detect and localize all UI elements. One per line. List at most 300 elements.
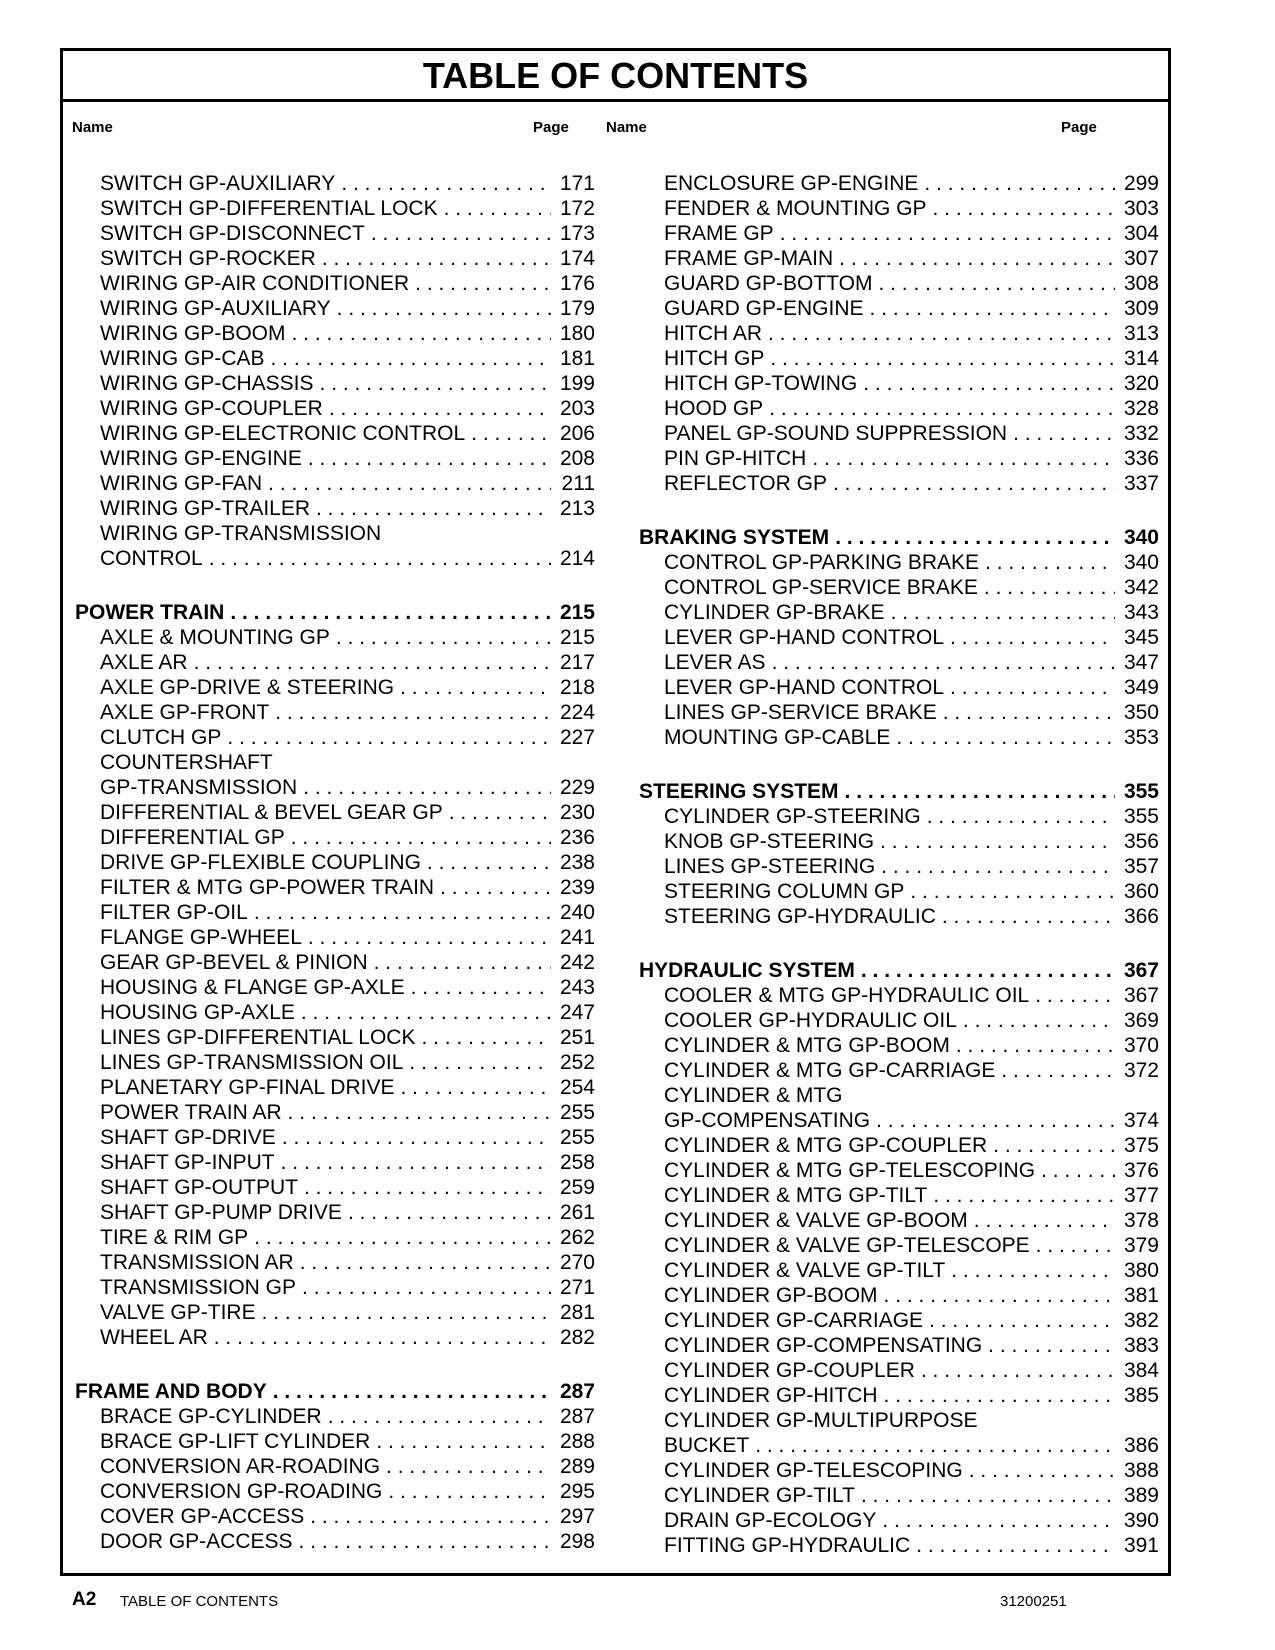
- toc-section-heading[interactable]: [75, 1379, 595, 1404]
- toc-entry[interactable]: [75, 446, 595, 471]
- toc-entry-page: 372: [1123, 1059, 1159, 1082]
- toc-entry[interactable]: [639, 1158, 1159, 1183]
- toc-entry[interactable]: [639, 1383, 1159, 1408]
- dot-leader: [861, 958, 1115, 983]
- toc-entry[interactable]: [639, 600, 1159, 625]
- toc-entry[interactable]: [639, 1183, 1159, 1208]
- section-gap: [639, 929, 1159, 958]
- toc-entry-label: FENDER & MOUNTING GP: [664, 197, 927, 220]
- toc-entry[interactable]: [75, 775, 595, 800]
- toc-entry-page: 227: [559, 726, 595, 749]
- dot-leader: [320, 371, 551, 396]
- toc-entry[interactable]: [639, 446, 1159, 471]
- toc-entry-page: 287: [559, 1380, 595, 1403]
- toc-entry-page: 254: [559, 1076, 595, 1099]
- toc-entry[interactable]: [639, 1483, 1159, 1508]
- toc-entry[interactable]: [75, 1200, 595, 1225]
- toc-entry[interactable]: [75, 1429, 595, 1454]
- footer-section: TABLE OF CONTENTS: [120, 1593, 279, 1610]
- toc-entry-label: CYLINDER & MTG: [664, 1084, 843, 1107]
- toc-section-heading[interactable]: [639, 958, 1159, 983]
- toc-entry[interactable]: [75, 346, 595, 371]
- toc-entry[interactable]: [639, 1133, 1159, 1158]
- dot-leader: [288, 1100, 551, 1125]
- toc-entry-label: CLUTCH GP: [100, 726, 222, 749]
- toc-entry-page: 282: [559, 1326, 595, 1349]
- section-gap: [639, 750, 1159, 779]
- toc-entry-page: 255: [559, 1126, 595, 1149]
- toc-entry-page: 357: [1123, 855, 1159, 878]
- toc-entry-label: SWITCH GP-AUXILIARY: [100, 172, 336, 195]
- left-page-header: Page: [533, 119, 569, 136]
- toc-entry-page: 377: [1123, 1184, 1159, 1207]
- toc-entry-page: 386: [1123, 1434, 1159, 1457]
- toc-entry[interactable]: [75, 1479, 595, 1504]
- toc-entry-label: AXLE AR: [100, 651, 188, 674]
- dot-leader: [974, 1208, 1115, 1233]
- dot-leader: [863, 371, 1115, 396]
- toc-entry[interactable]: [75, 1454, 595, 1479]
- toc-entry-page: 360: [1123, 880, 1159, 903]
- toc-entry[interactable]: [639, 1258, 1159, 1283]
- toc-entry[interactable]: [75, 1275, 595, 1300]
- toc-entry-label: AXLE GP-FRONT: [100, 701, 270, 724]
- toc-entry-label: STEERING SYSTEM: [639, 780, 839, 803]
- toc-entry-label: POWER TRAIN AR: [100, 1101, 282, 1124]
- toc-entry[interactable]: [75, 221, 595, 246]
- toc-entry-label: LINES GP-SERVICE BRAKE: [664, 701, 937, 724]
- toc-entry[interactable]: [75, 925, 595, 950]
- toc-entry-page: 203: [559, 397, 595, 420]
- toc-entry-label: CONTROL: [100, 547, 203, 570]
- toc-entry-page: 259: [559, 1176, 595, 1199]
- toc-entry[interactable]: [75, 1175, 595, 1200]
- dot-leader: [876, 1108, 1115, 1133]
- toc-entry-page: 332: [1123, 422, 1159, 445]
- toc-entry-page: 215: [559, 626, 595, 649]
- toc-entry-label: SHAFT GP-DRIVE: [100, 1126, 276, 1149]
- toc-entry-label: WIRING GP-TRAILER: [100, 497, 311, 520]
- toc-entry-label: CYLINDER GP-CARRIAGE: [664, 1309, 924, 1332]
- dot-leader: [371, 221, 551, 246]
- toc-entry[interactable]: [639, 1083, 1159, 1108]
- toc-entry-label: DOOR GP-ACCESS: [100, 1530, 293, 1553]
- toc-entry-label: GEAR GP-BEVEL & PINION: [100, 951, 368, 974]
- toc-entry-label: SWITCH GP-ROCKER: [100, 247, 316, 270]
- toc-entry[interactable]: [75, 496, 595, 521]
- toc-entry[interactable]: [639, 650, 1159, 675]
- toc-entry[interactable]: [639, 296, 1159, 321]
- toc-entry[interactable]: [75, 171, 595, 196]
- toc-entry-page: 369: [1123, 1009, 1159, 1032]
- toc-entry[interactable]: [75, 675, 595, 700]
- toc-entry[interactable]: [75, 700, 595, 725]
- toc-entry[interactable]: [75, 1100, 595, 1125]
- dot-leader: [262, 1300, 551, 1325]
- dot-leader: [388, 1479, 551, 1504]
- toc-entry-label: HYDRAULIC SYSTEM: [639, 959, 855, 982]
- toc-entry[interactable]: [75, 750, 595, 775]
- toc-entry[interactable]: [75, 396, 595, 421]
- right-page-header: Page: [1061, 119, 1097, 136]
- section-gap: [75, 1350, 595, 1379]
- toc-entry-page: 199: [559, 372, 595, 395]
- toc-entry[interactable]: [639, 1108, 1159, 1133]
- toc-entry[interactable]: [75, 471, 595, 496]
- toc-section-heading[interactable]: [75, 600, 595, 625]
- toc-entry-label: CYLINDER & VALVE GP-BOOM: [664, 1209, 968, 1232]
- toc-entry-label: FRAME GP-MAIN: [664, 247, 834, 270]
- toc-entry-page: 350: [1123, 701, 1159, 724]
- dot-leader: [400, 1075, 551, 1100]
- toc-entry[interactable]: [639, 196, 1159, 221]
- toc-entry[interactable]: [639, 1208, 1159, 1233]
- toc-entry[interactable]: [75, 421, 595, 446]
- toc-entry[interactable]: [639, 804, 1159, 829]
- toc-entry[interactable]: [75, 1404, 595, 1429]
- toc-entry[interactable]: [75, 900, 595, 925]
- toc-entry[interactable]: [639, 1233, 1159, 1258]
- toc-entry-label: LINES GP-STEERING: [664, 855, 876, 878]
- toc-entry[interactable]: [639, 1058, 1159, 1083]
- toc-entry[interactable]: [75, 1504, 595, 1529]
- toc-entry[interactable]: [75, 825, 595, 850]
- toc-entry-page: 289: [559, 1455, 595, 1478]
- toc-entry-page: 383: [1123, 1334, 1159, 1357]
- toc-entry-label: REFLECTOR GP: [664, 472, 827, 495]
- toc-entry[interactable]: [75, 196, 595, 221]
- toc-entry-page: 349: [1123, 676, 1159, 699]
- toc-entry-page: 388: [1123, 1459, 1159, 1482]
- toc-entry-label: MOUNTING GP-CABLE: [664, 726, 891, 749]
- dot-leader: [963, 1008, 1115, 1033]
- dot-leader: [302, 1275, 551, 1300]
- dot-leader: [308, 925, 551, 950]
- toc-entry[interactable]: [639, 983, 1159, 1008]
- toc-entry[interactable]: [75, 1025, 595, 1050]
- toc-entry[interactable]: [639, 1408, 1159, 1433]
- toc-entry-page: 370: [1123, 1034, 1159, 1057]
- toc-entry[interactable]: [639, 221, 1159, 246]
- dot-leader: [409, 1050, 551, 1075]
- dot-leader: [273, 1379, 551, 1404]
- dot-leader: [254, 1225, 551, 1250]
- toc-entry-label: WIRING GP-AIR CONDITIONER: [100, 272, 410, 295]
- toc-entry-page: 342: [1123, 576, 1159, 599]
- toc-entry-page: 307: [1123, 247, 1159, 270]
- toc-entry[interactable]: [639, 879, 1159, 904]
- toc-entry[interactable]: [75, 371, 595, 396]
- toc-entry-label: WIRING GP-CAB: [100, 347, 265, 370]
- toc-entry-page: 382: [1123, 1309, 1159, 1332]
- toc-entry-label: WIRING GP-ENGINE: [100, 447, 302, 470]
- toc-entry-label: HITCH GP: [664, 347, 765, 370]
- toc-entry[interactable]: [75, 246, 595, 271]
- toc-entry[interactable]: [75, 1050, 595, 1075]
- toc-entry-page: 391: [1123, 1534, 1159, 1557]
- toc-entry-page: 214: [559, 547, 595, 570]
- toc-entry-label: VALVE GP-TIRE: [100, 1301, 256, 1324]
- toc-section-heading[interactable]: [639, 779, 1159, 804]
- dot-leader: [927, 804, 1115, 829]
- dot-leader: [1013, 421, 1115, 446]
- toc-entry-label: WIRING GP-TRANSMISSION: [100, 522, 382, 545]
- toc-entry[interactable]: [75, 725, 595, 750]
- dot-leader: [985, 550, 1115, 575]
- toc-entry-label: KNOB GP-STEERING: [664, 830, 875, 853]
- toc-entry-page: 340: [1123, 551, 1159, 574]
- toc-entry[interactable]: [639, 321, 1159, 346]
- toc-entry-label: SWITCH GP-DIFFERENTIAL LOCK: [100, 197, 438, 220]
- toc-entry[interactable]: [75, 1325, 595, 1350]
- dot-leader: [444, 196, 551, 221]
- toc-entry[interactable]: [75, 1529, 595, 1554]
- toc-entry[interactable]: [639, 675, 1159, 700]
- left-name-header: Name: [72, 119, 113, 136]
- toc-entry-label: LEVER GP-HAND CONTROL: [664, 626, 945, 649]
- toc-entry[interactable]: [75, 1150, 595, 1175]
- dot-leader: [386, 1454, 551, 1479]
- toc-entry-page: 247: [559, 1001, 595, 1024]
- toc-entry-label: CYLINDER GP-COMPENSATING: [664, 1334, 983, 1357]
- dot-leader: [440, 875, 551, 900]
- dot-leader: [1036, 1233, 1115, 1258]
- toc-entry-page: 281: [559, 1301, 595, 1324]
- toc-entry-label: DRIVE GP-FLEXIBLE COUPLING: [100, 851, 421, 874]
- toc-entry-page: 180: [559, 322, 595, 345]
- toc-entry-page: 173: [559, 222, 595, 245]
- toc-entry[interactable]: [75, 1125, 595, 1150]
- toc-entry-label: STEERING GP-HYDRAULIC: [664, 905, 936, 928]
- toc-entry-page: 262: [559, 1226, 595, 1249]
- dot-leader: [316, 496, 551, 521]
- toc-entry[interactable]: [639, 1283, 1159, 1308]
- toc-entry[interactable]: [639, 1433, 1159, 1458]
- toc-entry-page: 171: [559, 172, 595, 195]
- toc-entry-page: 295: [559, 1480, 595, 1503]
- toc-entry[interactable]: [75, 625, 595, 650]
- toc-entry[interactable]: [639, 171, 1159, 196]
- toc-entry-label: WIRING GP-BOOM: [100, 322, 286, 345]
- toc-entry[interactable]: [75, 271, 595, 296]
- toc-entry[interactable]: [75, 1000, 595, 1025]
- toc-entry[interactable]: [75, 975, 595, 1000]
- section-gap: [639, 496, 1159, 525]
- dot-leader: [839, 246, 1115, 271]
- toc-entry-page: 241: [559, 926, 595, 949]
- toc-entry-label: POWER TRAIN: [75, 601, 225, 624]
- toc-entry[interactable]: [639, 904, 1159, 929]
- dot-leader: [984, 575, 1115, 600]
- toc-entry[interactable]: [75, 1075, 595, 1100]
- toc-entry[interactable]: [75, 950, 595, 975]
- toc-entry[interactable]: [75, 1250, 595, 1275]
- dot-leader: [768, 321, 1115, 346]
- toc-entry[interactable]: [639, 550, 1159, 575]
- toc-entry-label: CYLINDER GP-TILT: [664, 1484, 855, 1507]
- toc-entry-page: 174: [559, 247, 595, 270]
- toc-entry[interactable]: [75, 800, 595, 825]
- dot-leader: [301, 1000, 551, 1025]
- toc-entry-label: CONVERSION AR-ROADING: [100, 1455, 381, 1478]
- toc-entry-label: STEERING COLUMN GP: [664, 880, 905, 903]
- dot-leader: [292, 321, 552, 346]
- toc-entry-page: 211: [561, 472, 595, 495]
- toc-entry-page: 389: [1123, 1484, 1159, 1507]
- dot-leader: [400, 675, 551, 700]
- toc-entry[interactable]: [75, 875, 595, 900]
- toc-entry-page: 172: [559, 197, 595, 220]
- toc-entry-page: 353: [1123, 726, 1159, 749]
- toc-entry-page: 345: [1123, 626, 1159, 649]
- toc-entry-page: 385: [1123, 1384, 1159, 1407]
- toc-entry[interactable]: [639, 1358, 1159, 1383]
- toc-entry-page: 206: [559, 422, 595, 445]
- toc-entry[interactable]: [639, 396, 1159, 421]
- toc-entry[interactable]: [639, 471, 1159, 496]
- dot-leader: [833, 471, 1115, 496]
- toc-entry[interactable]: [75, 850, 595, 875]
- toc-entry-label: CYLINDER GP-BOOM: [664, 1284, 878, 1307]
- toc-entry-label: COOLER GP-HYDRAULIC OIL: [664, 1009, 957, 1032]
- dot-leader: [230, 600, 551, 625]
- dot-leader: [376, 1429, 551, 1454]
- dot-leader: [303, 775, 551, 800]
- toc-entry-label: SHAFT GP-PUMP DRIVE: [100, 1201, 342, 1224]
- dot-leader: [916, 1533, 1115, 1558]
- dot-leader: [772, 650, 1115, 675]
- toc-entry-page: 366: [1123, 905, 1159, 928]
- toc-entry-page: 314: [1123, 347, 1159, 370]
- dot-leader: [884, 1283, 1115, 1308]
- toc-entry[interactable]: [639, 1458, 1159, 1483]
- toc-entry[interactable]: [639, 625, 1159, 650]
- toc-entry-label: TRANSMISSION GP: [100, 1276, 297, 1299]
- toc-entry-page: 255: [559, 1101, 595, 1124]
- toc-entry[interactable]: [639, 854, 1159, 879]
- toc-entry[interactable]: [75, 296, 595, 321]
- dot-leader: [341, 171, 551, 196]
- toc-entry-page: 179: [559, 297, 595, 320]
- dot-leader: [943, 700, 1115, 725]
- toc-entry-label: CYLINDER & MTG GP-TILT: [664, 1184, 928, 1207]
- toc-entry-label: HOOD GP: [664, 397, 764, 420]
- toc-entry-label: SHAFT GP-INPUT: [100, 1151, 275, 1174]
- toc-entry-page: 390: [1123, 1509, 1159, 1532]
- toc-entry[interactable]: [639, 1008, 1159, 1033]
- dot-leader: [281, 1150, 551, 1175]
- dot-leader: [291, 825, 551, 850]
- toc-entry[interactable]: [639, 575, 1159, 600]
- toc-entry[interactable]: [75, 521, 595, 546]
- toc-entry[interactable]: [639, 421, 1159, 446]
- toc-entry-label: PANEL GP-SOUND SUPPRESSION: [664, 422, 1008, 445]
- toc-entry-label: CYLINDER & MTG GP-CARRIAGE: [664, 1059, 996, 1082]
- toc-entry-page: 308: [1123, 272, 1159, 295]
- toc-entry-page: 378: [1123, 1209, 1159, 1232]
- dot-leader: [329, 396, 551, 421]
- page-title: TABLE OF CONTENTS: [63, 51, 1168, 102]
- toc-entry[interactable]: [639, 1508, 1159, 1533]
- dot-leader: [878, 271, 1115, 296]
- toc-entry-label: FILTER GP-OIL: [100, 901, 248, 924]
- dot-leader: [755, 1433, 1115, 1458]
- toc-entry-label: DIFFERENTIAL GP: [100, 826, 285, 849]
- toc-entry-page: 240: [559, 901, 595, 924]
- toc-entry[interactable]: [639, 246, 1159, 271]
- dot-leader: [427, 850, 551, 875]
- dot-leader: [884, 1383, 1115, 1408]
- toc-entry-page: 215: [559, 601, 595, 624]
- dot-leader: [891, 600, 1115, 625]
- toc-entry-label: WIRING GP-COUPLER: [100, 397, 323, 420]
- toc-entry-label: ENCLOSURE GP-ENGINE: [664, 172, 919, 195]
- toc-entry-label: CONTROL GP-PARKING BRAKE: [664, 551, 980, 574]
- toc-entry-page: 384: [1123, 1359, 1159, 1382]
- toc-entry[interactable]: [639, 1533, 1159, 1558]
- toc-entry-page: 303: [1123, 197, 1159, 220]
- dot-leader: [471, 421, 551, 446]
- toc-entry[interactable]: [639, 725, 1159, 750]
- dot-leader: [933, 1183, 1115, 1208]
- toc-entry[interactable]: [639, 346, 1159, 371]
- toc-entry-page: 381: [1123, 1284, 1159, 1307]
- dot-leader: [969, 1458, 1115, 1483]
- toc-entry-page: 252: [559, 1051, 595, 1074]
- dot-leader: [1041, 1158, 1115, 1183]
- toc-entry-label: COUNTERSHAFT: [100, 751, 273, 774]
- toc-entry[interactable]: [639, 1033, 1159, 1058]
- toc-entry-page: 320: [1123, 372, 1159, 395]
- toc-entry-label: CONVERSION GP-ROADING: [100, 1480, 383, 1503]
- toc-entry[interactable]: [75, 1225, 595, 1250]
- toc-entry[interactable]: [639, 1308, 1159, 1333]
- toc-entry[interactable]: [639, 371, 1159, 396]
- toc-entry-label: LINES GP-TRANSMISSION OIL: [100, 1051, 404, 1074]
- dot-leader: [322, 246, 551, 271]
- toc-entry-label: HOUSING & FLANGE GP-AXLE: [100, 976, 405, 999]
- toc-entry-page: 287: [559, 1405, 595, 1428]
- toc-entry-label: PIN GP-HITCH: [664, 447, 807, 470]
- toc-entry[interactable]: [639, 829, 1159, 854]
- dot-leader: [942, 904, 1115, 929]
- toc-entry[interactable]: [75, 546, 595, 571]
- toc-entry[interactable]: [639, 1333, 1159, 1358]
- section-gap: [75, 571, 595, 600]
- toc-entry[interactable]: [639, 700, 1159, 725]
- toc-entry-label: CYLINDER & MTG GP-TELESCOPING: [664, 1159, 1036, 1182]
- toc-entry-label: WIRING GP-CHASSIS: [100, 372, 314, 395]
- toc-entry-page: 239: [559, 876, 595, 899]
- toc-entry-label: COVER GP-ACCESS: [100, 1505, 305, 1528]
- dot-leader: [880, 829, 1115, 854]
- toc-entry[interactable]: [75, 1300, 595, 1325]
- dot-leader: [214, 1325, 551, 1350]
- right-toc-column: [639, 171, 1159, 1558]
- toc-entry-page: 299: [1123, 172, 1159, 195]
- toc-entry-page: 217: [559, 651, 595, 674]
- dot-leader: [299, 1529, 551, 1554]
- toc-section-heading[interactable]: [639, 525, 1159, 550]
- toc-entry-label: HITCH GP-TOWING: [664, 372, 858, 395]
- toc-entry[interactable]: [75, 321, 595, 346]
- toc-entry[interactable]: [75, 650, 595, 675]
- dot-leader: [449, 800, 551, 825]
- toc-entry-page: 309: [1123, 297, 1159, 320]
- dot-leader: [835, 525, 1115, 550]
- toc-frame: [60, 48, 1171, 1576]
- toc-entry[interactable]: [639, 271, 1159, 296]
